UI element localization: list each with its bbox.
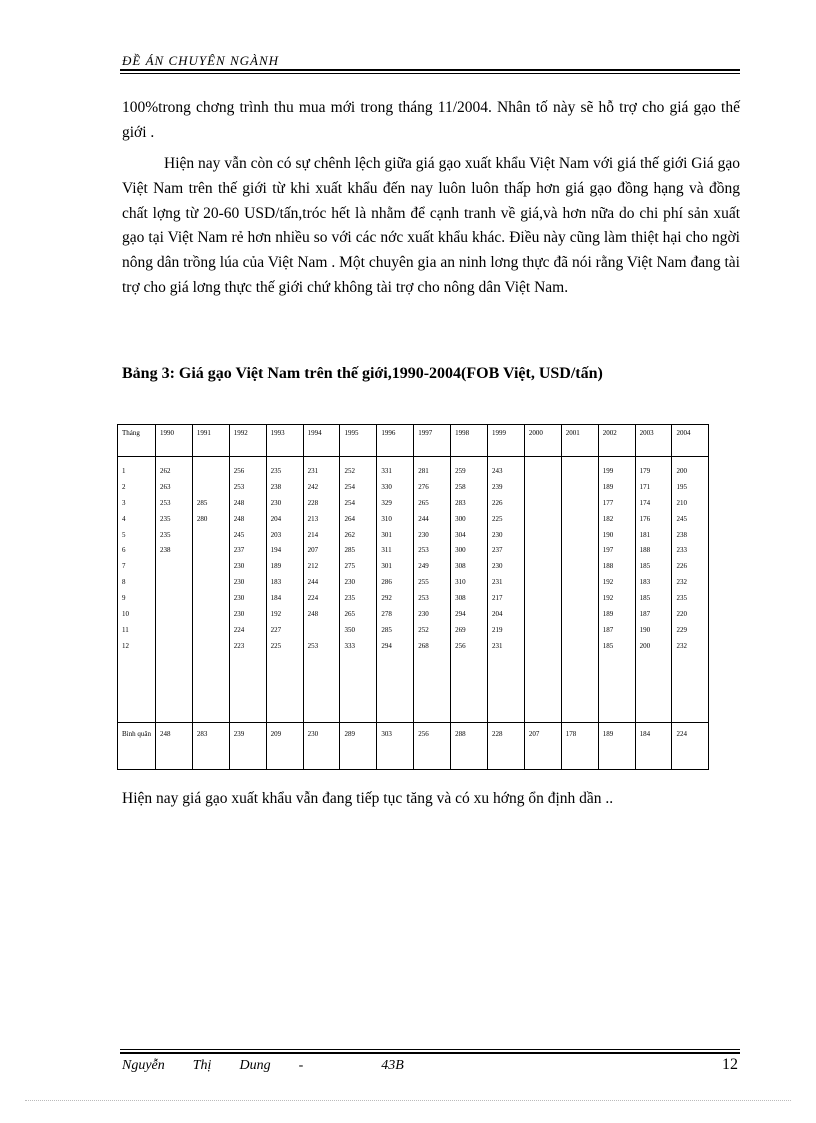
price-cell: 190 xyxy=(639,625,651,634)
header-cell-year: 1997 xyxy=(414,425,451,457)
average-cell: 248 xyxy=(156,723,193,770)
year-column xyxy=(229,457,266,723)
price-cell: 227 xyxy=(270,625,282,634)
average-cell: 230 xyxy=(303,723,340,770)
month-label: 4 xyxy=(122,514,126,523)
header-cell-year: 1992 xyxy=(229,425,266,457)
price-cell xyxy=(308,623,340,639)
header-cell-year: 1996 xyxy=(377,425,414,457)
table-header-row xyxy=(118,425,709,457)
price-cell: 310 xyxy=(381,514,392,523)
price-cell: 230 xyxy=(270,498,282,507)
price-cell: 237 xyxy=(233,546,245,555)
price-cell: 230 xyxy=(418,610,429,619)
price-cell: 230 xyxy=(233,594,245,603)
month-label: 2 xyxy=(122,482,126,491)
price-cell: 248 xyxy=(307,610,319,619)
price-cell: 245 xyxy=(233,530,245,539)
price-cell: 252 xyxy=(344,467,355,475)
price-cell: 189 xyxy=(602,482,614,491)
price-cell: 231 xyxy=(307,467,319,475)
price-cell: 239 xyxy=(492,482,503,491)
price-cell xyxy=(197,464,229,480)
price-cell: 304 xyxy=(455,530,466,539)
price-cell: 200 xyxy=(676,467,687,475)
header-cell-month: Tháng xyxy=(118,425,156,457)
header-cell-year: 1991 xyxy=(192,425,229,457)
price-cell: 237 xyxy=(492,546,503,555)
price-cell: 238 xyxy=(676,530,687,539)
price-cell: 300 xyxy=(455,514,466,523)
month-label: 10 xyxy=(122,610,129,619)
price-cell: 350 xyxy=(344,625,355,634)
price-cell: 174 xyxy=(639,498,651,507)
price-cell: 268 xyxy=(418,641,429,650)
year-column xyxy=(598,457,635,723)
price-cell: 294 xyxy=(381,641,392,650)
price-cell: 280 xyxy=(196,514,208,523)
header-cell-year: 1993 xyxy=(266,425,303,457)
price-cell: 228 xyxy=(307,498,319,507)
price-cell: 177 xyxy=(602,498,614,507)
price-cell: 230 xyxy=(492,530,503,539)
price-cell: 276 xyxy=(418,482,429,491)
price-cell: 230 xyxy=(233,578,245,587)
price-cell: 220 xyxy=(676,610,687,619)
header-cell-year: 2003 xyxy=(635,425,672,457)
price-cell: 210 xyxy=(676,498,687,507)
price-cell: 310 xyxy=(455,578,466,587)
month-label: 3 xyxy=(122,498,126,507)
average-cell: 288 xyxy=(451,723,488,770)
average-cell: 224 xyxy=(672,723,709,770)
price-cell: 278 xyxy=(381,610,392,619)
year-column xyxy=(635,457,672,723)
price-cell: 258 xyxy=(455,482,466,491)
header-title: ĐỀ ÁN CHUYÊN NGÀNH xyxy=(122,53,280,68)
price-cell: 230 xyxy=(233,562,245,571)
price-cell: 182 xyxy=(602,514,614,523)
price-cell: 235 xyxy=(160,514,171,523)
price-cell: 190 xyxy=(602,530,614,539)
price-cell: 253 xyxy=(418,594,429,603)
price-cell: 213 xyxy=(307,514,319,523)
price-cell: 330 xyxy=(381,482,392,491)
year-column xyxy=(156,457,193,723)
price-cell: 235 xyxy=(160,530,171,539)
price-cell: 226 xyxy=(676,562,687,571)
price-cell: 232 xyxy=(676,641,687,650)
price-cell: 171 xyxy=(639,482,651,491)
price-cell: 308 xyxy=(455,562,466,571)
footer-dash: - xyxy=(298,1058,304,1073)
price-cell: 244 xyxy=(418,514,429,523)
price-cell: 235 xyxy=(270,467,282,475)
price-cell: 331 xyxy=(381,467,392,475)
footer-author xyxy=(122,1058,432,1074)
price-cell: 256 xyxy=(233,467,245,475)
rice-price-table xyxy=(117,424,709,770)
price-cell xyxy=(197,480,229,496)
average-cell: 228 xyxy=(488,723,525,770)
average-cell: 283 xyxy=(192,723,229,770)
header-cell-year: 2001 xyxy=(561,425,598,457)
price-cell: 179 xyxy=(639,467,651,475)
header-cell-year: 1995 xyxy=(340,425,377,457)
price-cell: 189 xyxy=(270,562,282,571)
price-cell: 252 xyxy=(418,625,429,634)
footer-author-first: Nguyễn xyxy=(122,1058,165,1073)
year-column xyxy=(488,457,525,723)
average-label: Bình quân xyxy=(118,723,156,770)
price-cell: 238 xyxy=(270,482,282,491)
price-cell: 185 xyxy=(639,594,651,603)
price-cell: 230 xyxy=(233,610,245,619)
average-cell: 207 xyxy=(524,723,561,770)
price-cell: 286 xyxy=(381,578,392,587)
price-cell: 224 xyxy=(233,625,245,634)
price-cell: 217 xyxy=(492,594,503,603)
year-column xyxy=(266,457,303,723)
price-cell: 214 xyxy=(307,530,319,539)
price-cell: 265 xyxy=(418,498,429,507)
price-cell: 285 xyxy=(381,625,392,634)
average-cell: 239 xyxy=(229,723,266,770)
price-cell: 301 xyxy=(381,530,392,539)
price-cell: 199 xyxy=(602,467,614,475)
average-cell: 256 xyxy=(414,723,451,770)
header-cell-year: 2004 xyxy=(672,425,709,457)
month-label: 8 xyxy=(122,578,126,587)
footer-rule-thick xyxy=(120,1052,740,1054)
price-cell: 244 xyxy=(307,578,319,587)
price-cell: 333 xyxy=(344,641,355,650)
price-cell: 283 xyxy=(455,498,466,507)
price-cell: 197 xyxy=(602,546,614,555)
price-cell: 259 xyxy=(455,467,466,475)
price-cell: 248 xyxy=(233,498,245,507)
price-cell: 235 xyxy=(676,594,687,603)
price-cell: 187 xyxy=(639,610,651,619)
price-cell: 269 xyxy=(455,625,466,634)
header-cell-year: 2000 xyxy=(524,425,561,457)
average-cell: 184 xyxy=(635,723,672,770)
price-cell: 203 xyxy=(270,530,282,539)
paragraph-3: Hiện nay giá gạo xuất khẩu vẫn đang tiếp tục tăng và có xu hớng ổn định dần .. xyxy=(122,790,614,807)
price-cell: 265 xyxy=(344,610,355,619)
price-cell: 185 xyxy=(602,641,614,650)
price-cell: 204 xyxy=(492,610,503,619)
header-cell-year: 1990 xyxy=(156,425,193,457)
price-cell: 245 xyxy=(676,514,687,523)
price-cell: 183 xyxy=(639,578,651,587)
average-cell: 209 xyxy=(266,723,303,770)
price-cell: 185 xyxy=(639,562,651,571)
header-rule-thin xyxy=(120,73,740,74)
price-cell: 301 xyxy=(381,562,392,571)
month-label: 6 xyxy=(122,546,126,555)
price-cell: 292 xyxy=(381,594,392,603)
price-cell: 183 xyxy=(270,578,282,587)
month-label: 11 xyxy=(122,625,129,634)
price-cell: 232 xyxy=(676,578,687,587)
year-column xyxy=(303,457,340,723)
price-cell: 254 xyxy=(344,498,355,507)
price-cell: 275 xyxy=(344,562,355,571)
price-cell: 226 xyxy=(492,498,503,507)
price-cell: 189 xyxy=(602,610,614,619)
year-column xyxy=(451,457,488,723)
table-average-row xyxy=(118,723,709,770)
price-cell: 243 xyxy=(492,467,503,475)
price-cell: 262 xyxy=(344,530,355,539)
price-cell: 242 xyxy=(307,482,319,491)
price-cell: 230 xyxy=(492,562,503,571)
average-cell: 178 xyxy=(561,723,598,770)
price-cell: 308 xyxy=(455,594,466,603)
header-rule-thick xyxy=(120,69,740,71)
price-cell: 181 xyxy=(639,530,651,539)
price-cell: 256 xyxy=(455,641,466,650)
price-cell: 225 xyxy=(492,514,503,523)
price-cell: 233 xyxy=(676,546,687,555)
price-cell: 255 xyxy=(418,578,429,587)
table-caption: Bảng 3: Giá gạo Việt Nam trên thế giới,1990-2004(FOB Việt, USD/tấn) xyxy=(122,365,603,382)
price-cell: 187 xyxy=(602,625,614,634)
month-label: 12 xyxy=(122,641,129,650)
header-cell-year: 2002 xyxy=(598,425,635,457)
page-number: 12 xyxy=(722,1056,738,1073)
price-cell: 262 xyxy=(160,467,171,475)
year-column xyxy=(377,457,414,723)
price-cell: 311 xyxy=(381,546,392,555)
price-cell: 188 xyxy=(639,546,651,555)
price-cell: 264 xyxy=(344,514,355,523)
price-cell: 294 xyxy=(455,610,466,619)
price-cell: 223 xyxy=(233,641,245,650)
price-cell: 225 xyxy=(270,641,282,650)
year-column xyxy=(192,457,229,723)
footer-rule-thin xyxy=(120,1049,740,1050)
price-cell: 263 xyxy=(160,482,171,491)
price-cell: 192 xyxy=(602,594,614,603)
average-cell: 289 xyxy=(340,723,377,770)
price-cell: 300 xyxy=(455,546,466,555)
month-label: 9 xyxy=(122,594,126,603)
header-cell-year: 1999 xyxy=(488,425,525,457)
year-column xyxy=(524,457,561,723)
price-cell: 230 xyxy=(344,578,355,587)
price-cell: 195 xyxy=(676,482,687,491)
year-column xyxy=(340,457,377,723)
average-cell: 303 xyxy=(377,723,414,770)
price-cell: 192 xyxy=(270,610,282,619)
price-cell: 224 xyxy=(307,594,319,603)
price-cell: 253 xyxy=(233,482,245,491)
month-label: 1 xyxy=(122,467,126,475)
footer-author-middle: Thị xyxy=(192,1058,212,1073)
price-cell: 194 xyxy=(270,546,282,555)
price-cell: 231 xyxy=(492,641,503,650)
month-label: 5 xyxy=(122,530,126,539)
price-cell: 231 xyxy=(492,578,503,587)
year-column xyxy=(672,457,709,723)
paragraph-2: Hiện nay vẫn còn có sự chênh lệch giữa giá gạo xuất khẩu Việt Nam với giá thế giới Giá gạo Việt Nam trên thế giới từ khi xuất khẩu đến nay luôn luôn thấp hơn giá gạo đồng hạng và đồng chất lợng từ 20-60 USD/tấn,tróc hết là nhằm để cạnh tranh về giá,và hơn nữa do chi phí sản xuất gạo tại Việt Nam rẻ hơn nhiều so với các nớc xuất khẩu khác. Điều này cũng làm thiệt hại cho ngời nông dân trồng lúa của Việt Nam . Một chuyên gia an ninh lơng thực đã nói rằng Việt Nam đang tài trợ cho giá lơng thực thế giới chứ không tài trợ cho nông dân Việt Nam. xyxy=(122,155,740,296)
header-cell-year: 1994 xyxy=(303,425,340,457)
price-cell: 254 xyxy=(344,482,355,491)
price-cell: 212 xyxy=(307,562,319,571)
price-cell: 184 xyxy=(270,594,282,603)
price-cell: 204 xyxy=(270,514,282,523)
paragraph-1: 100%trong chơng trình thu mua mới trong tháng 11/2004. Nhân tố này sẽ hỗ trợ cho giá gạo thế giới . xyxy=(122,99,740,141)
price-cell: 253 xyxy=(160,498,171,507)
price-cell: 285 xyxy=(196,498,208,507)
footer-class-code: 43B xyxy=(381,1058,404,1073)
footer-author-last: Dung xyxy=(239,1058,271,1073)
price-cell: 219 xyxy=(492,625,503,634)
average-cell: 189 xyxy=(598,723,635,770)
table-body-row xyxy=(118,457,709,723)
price-cell: 230 xyxy=(418,530,429,539)
price-cell: 253 xyxy=(418,546,429,555)
price-cell: 176 xyxy=(639,514,651,523)
price-cell: 249 xyxy=(418,562,429,571)
header-cell-year: 1998 xyxy=(451,425,488,457)
price-cell: 285 xyxy=(344,546,355,555)
price-cell: 229 xyxy=(676,625,687,634)
year-column xyxy=(414,457,451,723)
price-cell: 248 xyxy=(233,514,245,523)
month-label: 7 xyxy=(122,562,126,571)
price-cell: 200 xyxy=(639,641,651,650)
price-cell: 238 xyxy=(160,546,171,555)
bottom-dotted-line xyxy=(25,1100,791,1101)
price-cell: 192 xyxy=(602,578,614,587)
month-column xyxy=(118,457,156,723)
price-cell: 188 xyxy=(602,562,614,571)
price-cell: 235 xyxy=(344,594,355,603)
price-cell: 207 xyxy=(307,546,319,555)
price-cell: 281 xyxy=(418,467,429,475)
price-cell: 329 xyxy=(381,498,392,507)
year-column xyxy=(561,457,598,723)
price-cell: 253 xyxy=(307,641,319,650)
